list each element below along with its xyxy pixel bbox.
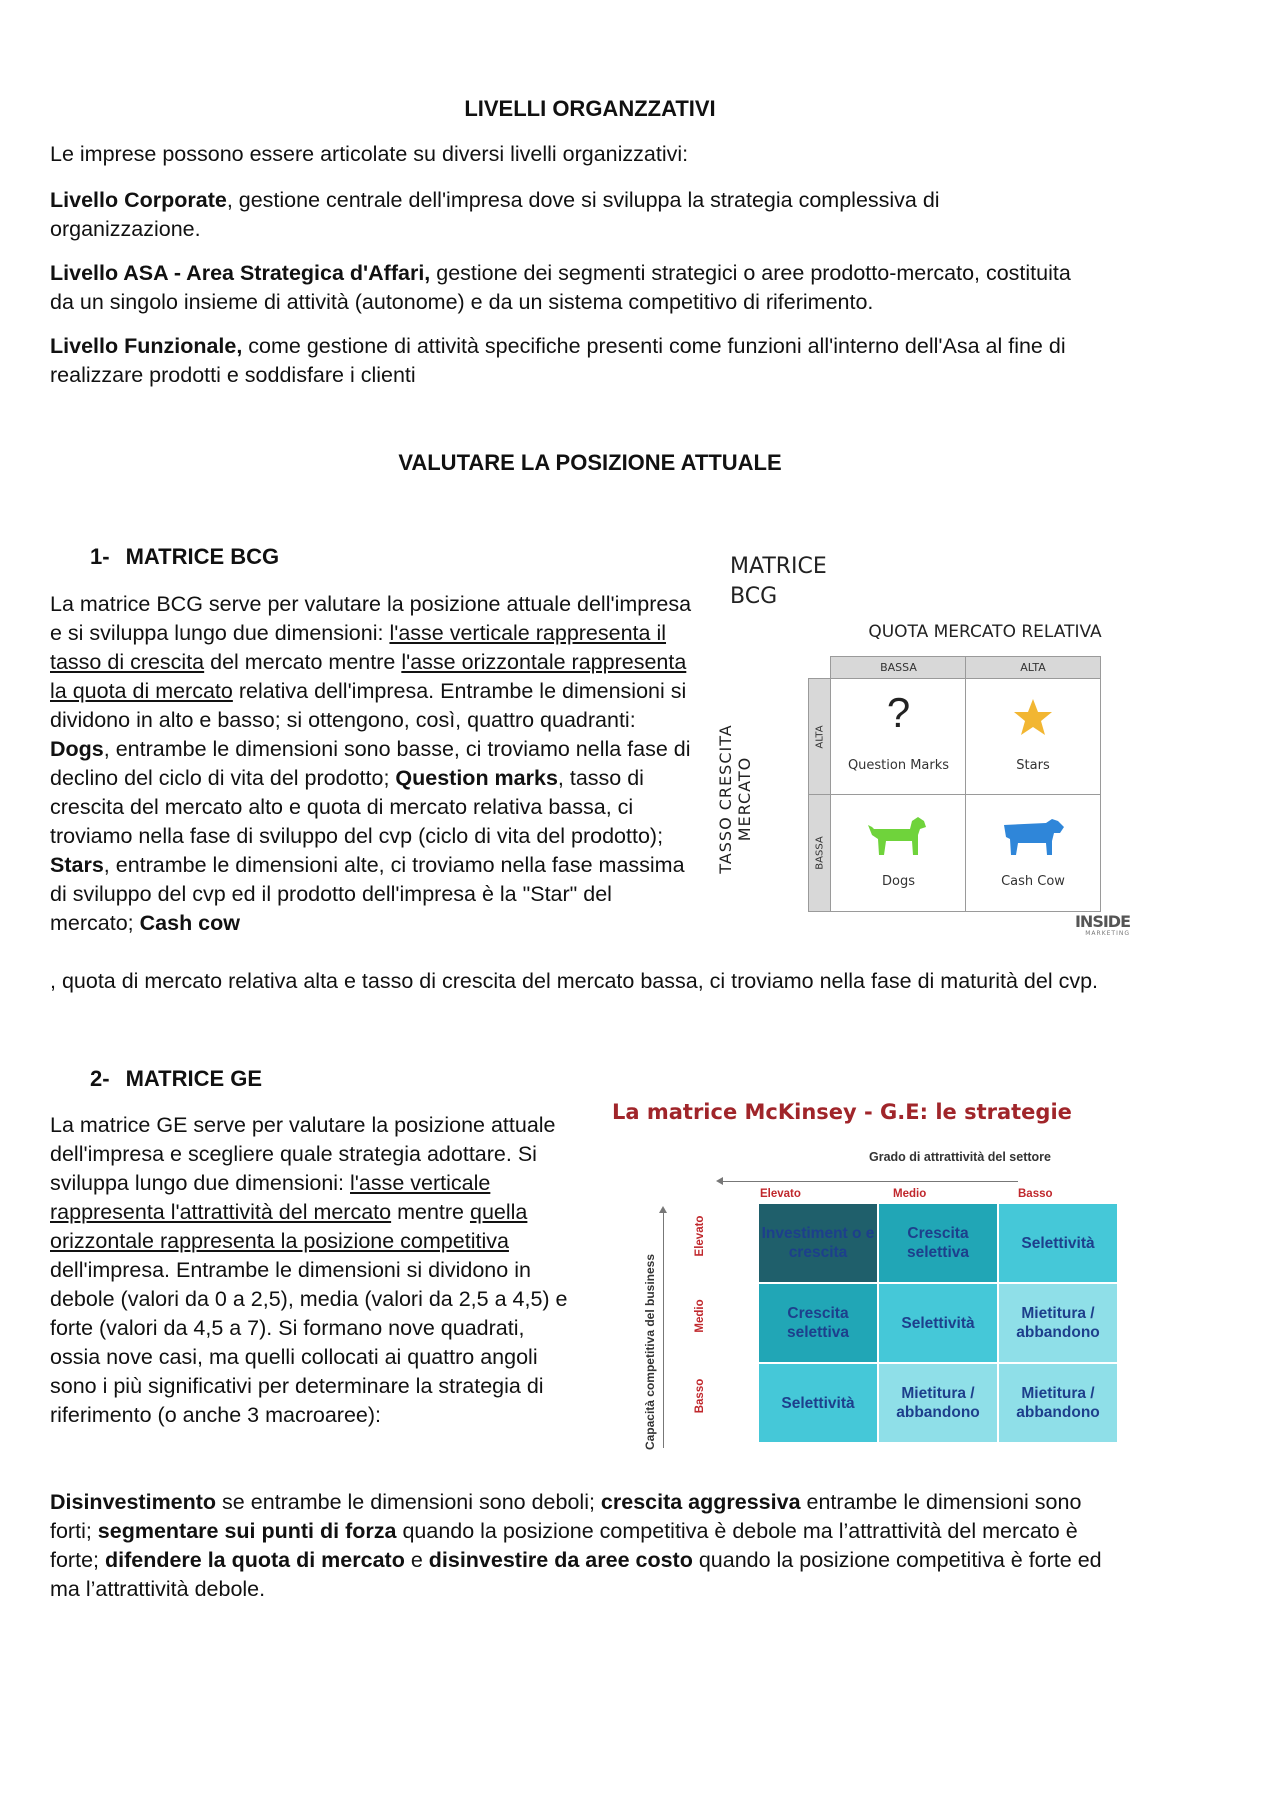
inside-marketing-logo <box>1060 914 1130 937</box>
ge-x-axis-label: Grado di attrattività del settore <box>869 1150 1051 1164</box>
section-title: MATRICE GE <box>125 1066 263 1091</box>
text-run: crescita aggressiva <box>600 1490 801 1514</box>
section-ge-heading <box>90 1066 278 1092</box>
text-run: , quota di mercato relativa alta e tasso di crescita del mercato bassa, ci troviamo nella fase di maturità del cvp. <box>50 969 1099 993</box>
text-run: del mercato mentre <box>204 650 402 674</box>
bcg-cell-question-marks <box>830 678 967 796</box>
question-icon: ? <box>886 689 911 736</box>
text-run: l'asse orizzontale rappresenta la quota di mercato <box>50 650 687 703</box>
text-run: difendere la quota di mercato <box>104 1548 405 1572</box>
dog-icon <box>866 815 928 859</box>
ge-col-label: Elevato <box>760 1188 801 1200</box>
text-run: segmentare sui punti di forza <box>97 1519 397 1543</box>
ge-matrix-figure <box>610 1100 1130 1460</box>
ge-row-label: Elevato <box>694 1215 706 1257</box>
text-run: e <box>404 1548 429 1572</box>
level-text: , gestione centrale dell'impresa dove si sviluppa la strategia complessiva di organizzazione. <box>50 188 940 241</box>
cow-icon <box>1002 815 1066 857</box>
text-run: quando la posizione competitiva è forte ed ma l’attrattività debole. <box>50 1548 1102 1601</box>
ge-col-label: Basso <box>1018 1188 1053 1200</box>
title-livelli: LIVELLI ORGANZZATIVI <box>464 96 716 121</box>
level-corporate <box>50 186 1050 244</box>
bcg-matrix-figure <box>680 552 1130 952</box>
text-run: Question marks <box>395 766 558 790</box>
bcg-row-header-text: ALTA <box>814 725 826 749</box>
text-run: entrambe le dimensioni sono forti; <box>50 1490 1082 1543</box>
bcg-cell-cash-cow <box>965 794 1101 912</box>
ge-x-arrow <box>718 1181 1018 1182</box>
text-run: l'asse verticale rappresenta il tasso di crescita <box>50 621 667 674</box>
section-number: 1- <box>90 544 110 569</box>
text-run: , entrambe le dimensioni sono basse, ci troviamo nella fase di declino del ciclo di vita del prodotto; <box>50 737 691 790</box>
ge-cell: Crescita selettiva <box>878 1203 998 1283</box>
text-run: Stars <box>50 853 104 877</box>
ge-cell: Mietitura / abbandono <box>998 1363 1118 1443</box>
ge-figure-title: La matrice McKinsey - G.E: le strategie <box>612 1100 1072 1124</box>
text-run: , tasso di crescita del mercato alto e quota di mercato relativa bassa, ci troviamo nella fase di sviluppo del cvp (ciclo di vita del prodotto); <box>50 766 664 848</box>
bcg-y-axis-label: TASSO CRESCITA MERCATO <box>716 724 754 874</box>
text-run: dell'impresa. Entrambe le dimensioni si dividono in debole (valori da 0 a 2,5), media (valori da 2,5 a 4,5) e forte (valori da 4,5 a 7). Si formano nove quadrati, ossia nove casi, ma quelli collocati ai quattro angoli sono i più significativi per determinare la strategia di riferimento (o anche 3 macroaree): <box>50 1258 568 1427</box>
ge-cell: Mietitura / abbandono <box>878 1363 998 1443</box>
ge-cell: Crescita selettiva <box>758 1283 878 1363</box>
text-run: l'asse verticale rappresenta l'attrattività del mercato <box>50 1171 491 1224</box>
text-run: se entrambe le dimensioni sono deboli; <box>216 1490 601 1514</box>
text-run: mentre <box>391 1200 470 1224</box>
bcg-row-header <box>808 794 832 912</box>
ge-y-axis-label: Capacità competitiva del business <box>643 1253 657 1451</box>
section-number: 2- <box>90 1066 110 1091</box>
level-asa <box>50 259 1090 317</box>
text-run: relativa dell'impresa. Entrambe le dimensioni si dividono in alto e basso; si ottengono, così, quattro quadranti: <box>50 679 687 732</box>
text-run: , entrambe le dimensioni alte, ci troviamo nella fase massima di sviluppo del cvp ed il prodotto dell'impresa è la "Star" del mercato; <box>50 853 685 935</box>
bcg-cell-label: Cash Cow <box>1001 874 1065 889</box>
level-label: Livello Funzionale, <box>50 334 243 358</box>
text-run: La matrice BCG serve per valutare la posizione attuale dell'impresa e si sviluppa lungo due dimensioni: <box>50 592 692 645</box>
level-text: gestione dei segmenti strategici o aree prodotto-mercato, costituita da un singolo insieme di attività (autonome) e da un sistema competitivo di riferimento. <box>50 261 1071 314</box>
bcg-cell-label: Stars <box>1016 758 1050 773</box>
ge-cell: Investiment o e crescita <box>758 1203 878 1283</box>
level-label: Livello Corporate <box>50 188 227 212</box>
ge-cell: Mietitura / abbandono <box>998 1283 1118 1363</box>
text-run: Dogs <box>50 737 104 761</box>
ge-row-label: Medio <box>694 1299 706 1333</box>
bcg-title-line: BCG <box>730 584 778 609</box>
ge-paragraph <box>50 1111 580 1430</box>
title-valutare: VALUTARE LA POSIZIONE ATTUALE <box>398 450 782 475</box>
bcg-col-header: ALTA <box>965 656 1101 680</box>
intro-text: Le imprese possono essere articolate su diversi livelli organizzativi: <box>50 142 689 166</box>
ge-cell: Selettività <box>878 1283 998 1363</box>
star-icon <box>1013 697 1053 737</box>
bcg-cell-stars <box>965 678 1101 796</box>
text-run: La matrice GE serve per valutare la posizione attuale dell'impresa e scegliere quale strategia adottare. Si sviluppa lungo due dimensioni: <box>50 1113 556 1195</box>
bcg-col-header: BASSA <box>830 656 967 680</box>
text-run: Disinvestimento <box>50 1490 217 1514</box>
ge-row-label: Basso <box>694 1378 706 1414</box>
section-bcg-heading <box>90 544 295 570</box>
bcg-grid <box>808 656 1128 946</box>
bcg-x-axis-label: QUOTA MERCATO RELATIVA <box>868 622 1102 642</box>
bcg-cell-label: Dogs <box>882 874 915 889</box>
level-funzionale <box>50 332 1110 390</box>
bcg-figure-title <box>730 552 827 612</box>
level-label: Livello ASA - Area Strategica d'Affari, <box>50 261 431 285</box>
logo-subtext: MARKETING <box>1085 930 1130 937</box>
ge-cell: Selettività <box>998 1203 1118 1283</box>
bcg-row-header-text: BASSA <box>814 836 826 870</box>
bcg-paragraph <box>50 590 700 938</box>
logo-text: INSIDE <box>1074 912 1130 931</box>
section-title: MATRICE BCG <box>125 544 280 569</box>
bcg-cell-label: Question Marks <box>847 758 950 773</box>
text-run: Cash cow <box>139 911 240 935</box>
ge-col-label: Medio <box>893 1188 927 1200</box>
ge-y-arrow <box>663 1208 664 1448</box>
ge-grid <box>758 1203 1118 1443</box>
text-run: quando la posizione competitiva è debole ma l’attrattività del mercato è forte; <box>50 1519 1078 1572</box>
bcg-row-header <box>808 678 832 796</box>
text-run: disinvestire da aree costo <box>428 1548 693 1572</box>
bcg-paragraph-end <box>50 967 1130 996</box>
level-text: come gestione di attività specifiche presenti come funzioni all'interno dell'Asa al fine di realizzare prodotti e soddisfare i clienti <box>50 334 1066 387</box>
bcg-cell-dogs <box>830 794 967 912</box>
bcg-title-line: MATRICE <box>730 554 827 579</box>
ge-cell: Selettività <box>758 1363 878 1443</box>
ge-strategies-paragraph <box>50 1488 1120 1604</box>
text-run: quella orizzontale rappresenta la posizione competitiva <box>50 1200 528 1253</box>
